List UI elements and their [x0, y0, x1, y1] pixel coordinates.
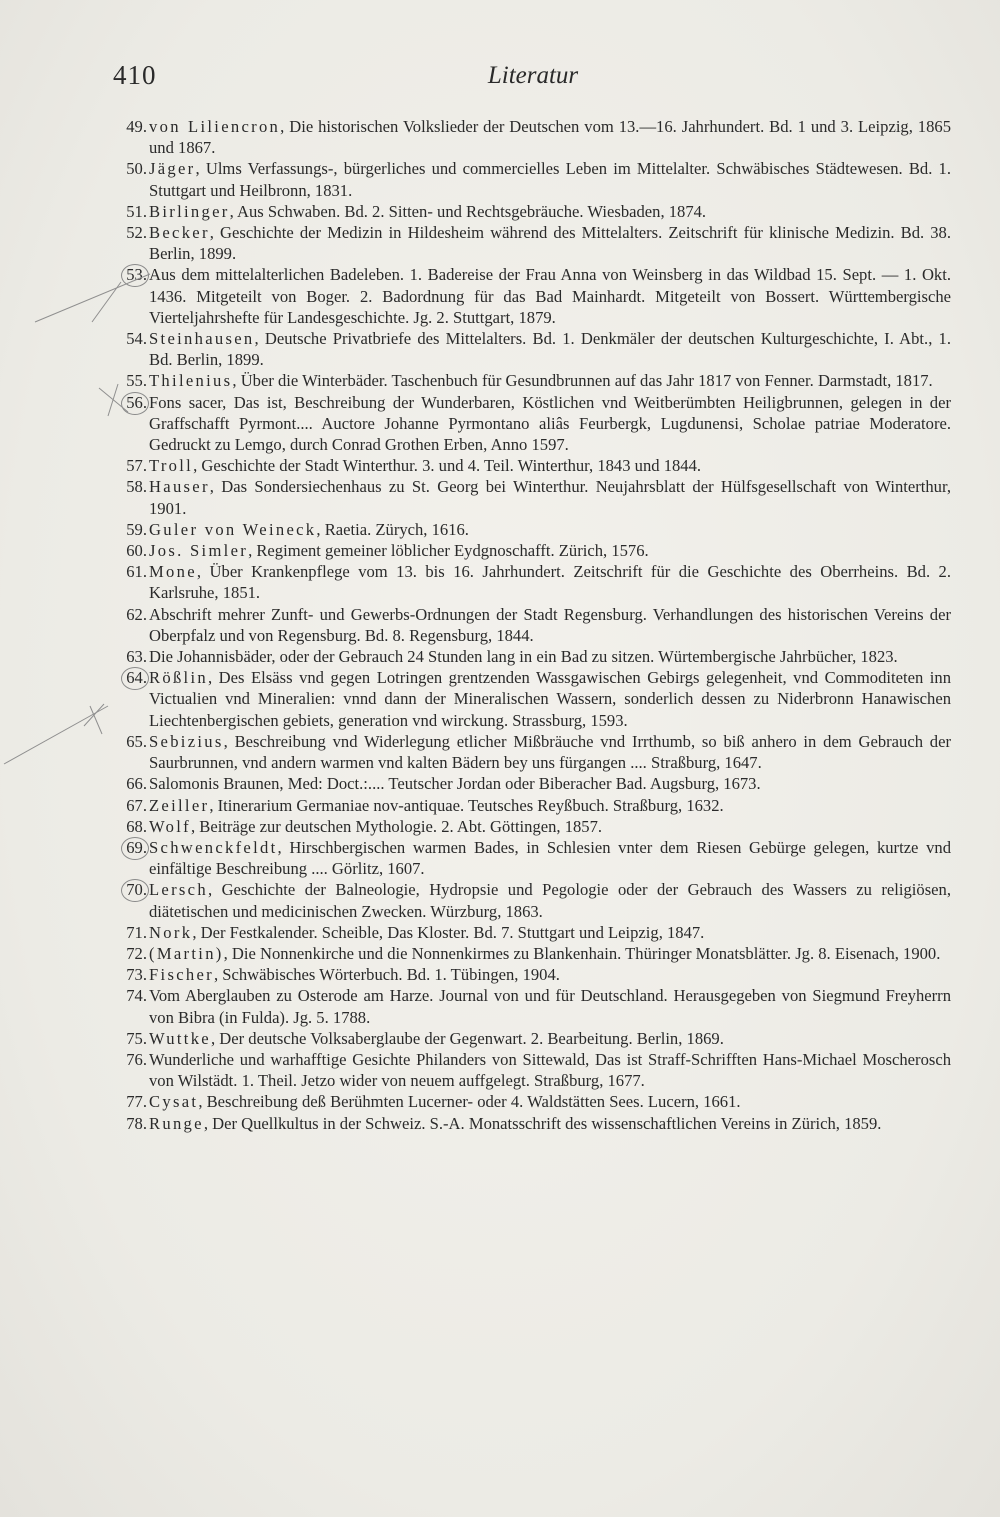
list-item: 70. Lersch, Geschichte der Balneologie, Hydropsie und Pegologie oder der Gebrauch des Wassers zu religiösen, diätetischen und medicinischen Zwecken. Würzburg, 1863.: [111, 879, 951, 921]
author: Schwenckfeldt: [149, 837, 278, 857]
author: Thilenius: [149, 371, 233, 391]
list-item: 63. Die Johannisbäder, oder der Gebrauch 24 Stunden lang in ein Bad zu sitzen. Würtembergische Jahrbücher, 1823.: [126, 647, 898, 667]
author: Guler von Weineck: [149, 519, 317, 539]
list-item: 53. Aus dem mittelalterlichen Badeleben. 1. Badereise der Frau Anna von Weinsberg in das Wildbad 15. Sept. — 1. Okt. 1436. Mitgeteilt von Boger. 2. Badordnung für das Bad Mainhardt. Mitgeteilt von Bossert. Württembergische Vierteljahrshefte für Landesgeschichte. Jg. 2. Stuttgart, 1879.: [111, 264, 951, 328]
pencil-stroke-icon: [4, 706, 108, 764]
list-item: 51. Birlinger, Aus Schwaben. Bd. 2. Sitten- und Rechtsgebräuche. Wiesbaden, 1874.: [126, 201, 707, 221]
list-item: 71. Nork, Der Festkalender. Scheible, Das Kloster. Bd. 7. Stuttgart und Leipzig, 1847.: [126, 922, 705, 942]
running-title: Literatur: [487, 62, 579, 89]
author: von Liliencron: [149, 117, 281, 136]
author: Becker: [149, 223, 210, 243]
list-item: 50. Jäger, Ulms Verfassungs-, bürgerliches und commercielles Leben im Mittelalter. Schwäbisches Städtewesen. Bd. 1. Stuttgart und Heilbronn, 1831.: [126, 159, 951, 200]
list-item: 69. Schwenckfeldt, Hirschbergischen warmen Bades, in Schlesien vnter dem Riesen Gebürge gelegen, kurtze vnd einfältige Beschreibung .... Görlitz, 1607.: [111, 837, 951, 879]
list-item: 57. Troll, Geschichte der Stadt Winterthur. 3. und 4. Teil. Winterthur, 1843 und 1844.: [126, 456, 702, 476]
page-header: [113, 60, 953, 100]
author: Lersch: [149, 880, 208, 900]
list-item: 52. Becker, Geschichte der Medizin in Hildesheim während des Mittelalters. Zeitschrift für klinische Medizin. Bd. 38. Berlin, 1899.: [126, 223, 951, 264]
list-item: 68. Wolf, Beiträge zur deutschen Mythologie. 2. Abt. Göttingen, 1857.: [126, 816, 603, 836]
list-item: 62. Abschrift mehrer Zunft- und Gewerbs-Ordnungen der Stadt Regensburg. Verhandlungen des historischen Vereins der Oberpfalz und von Regensburg. Bd. 8. Regensburg, 1844.: [126, 604, 951, 645]
list-item: 56. Fons sacer, Das ist, Beschreibung der Wunderbaren, Köstlichen vnd Weitberümbten Heiligbrunnen, gelegen in der Graffschafft Pyrmont.... Auctore Johanne Pyrmontano aliâs Feurbergk, Lugdunensi, Scholae patriae Moderatore. Gedruckt zu Lemgo, durch Conrad Grothen Erben, Anno 1597.: [111, 392, 951, 456]
list-item: 65. Sebizius, Beschreibung vnd Widerlegung etlicher Mißbräuche vnd Irrthumb, so biß anhero in dem Gebrauch der Saurbrunnen, vnd andern warmen vnd kalten Bädern bey uns fürgangen .... Straßburg, 1647.: [126, 731, 951, 773]
list-item: 78. Runge, Der Quellkultus in der Schweiz. S.-A. Monatsschrift des wissenschaftlichen Vereins in Zürich, 1859.: [126, 1113, 882, 1133]
author: Jos. Simler: [149, 541, 249, 561]
list-item: 60. Jos. Simler, Regiment gemeiner löblicher Eydgnoschafft. Zürich, 1576.: [126, 541, 649, 561]
author: Cysat: [149, 1092, 199, 1112]
list-item: 66. Salomonis Braunen, Med: Doct.:.... Teutscher Jordan oder Biberacher Bad. Augsburg, 1673.: [126, 774, 761, 794]
author: Runge: [149, 1113, 204, 1133]
author: Wolf: [149, 816, 191, 836]
list-item: 72. (Martin), Die Nonnenkirche und die Nonnenkirmes zu Blankenhain. Thüringer Monatsblätter. Jg. 8. Eisenach, 1900.: [126, 943, 941, 963]
pencil-cross-icon: [84, 704, 104, 734]
author: Nork: [149, 922, 193, 942]
author: Steinhausen: [149, 329, 255, 349]
list-item: 55. Thilenius, Über die Winterbäder. Taschenbuch für Gesundbrunnen auf das Jahr 1817 von Fenner. Darmstadt, 1817.: [126, 371, 933, 391]
list-item: 67. Zeiller, Itinerarium Germaniae nov-antiquae. Teutsches Reyßbuch. Straßburg, 1632.: [126, 795, 724, 815]
list-item: 58. Hauser, Das Sondersiechenhaus zu St. Georg bei Winterthur. Neujahrsblatt der Hülfsgesellschaft von Winterthur, 1901.: [126, 477, 951, 518]
list-item: 64. Rößlin, Des Elsäss vnd gegen Lotringen grentzenden Wassgawischen Gebirgs gelegenheit, vnd Commoditeten inn Victualien vnd Mineralien: vnnd dann der Mineralischen Wassern, sonderlich dessen zu Niderbronn Hanawischen Liechtenbergischen gebiets, generation vnd wirckung. Strassburg, 1593.: [111, 667, 951, 731]
author: Rößlin: [149, 668, 208, 688]
author: Mone: [149, 562, 197, 582]
author: Sebizius: [149, 731, 224, 751]
list-item: 77. Cysat, Beschreibung deß Berühmten Lucerner- oder 4. Waldstätten Sees. Lucern, 1661.: [126, 1092, 741, 1112]
list-item: 49. von Liliencron, Die historischen Volkslieder der Deutschen vom 13.—16. Jahrhundert. Bd. 1 und 3. Leipzig, 1865 und 1867.: [126, 117, 951, 158]
list-item: 61. Mone, Über Krankenpflege vom 13. bis 16. Jahrhundert. Zeitschrift für die Geschichte des Oberrheins. Bd. 2. Karlsruhe, 1851.: [126, 562, 951, 603]
author: Zeiller: [149, 795, 210, 815]
list-item: 75. Wuttke, Der deutsche Volksaberglaube der Gegenwart. 2. Bearbeitung. Berlin, 1869.: [126, 1028, 724, 1048]
author: Jäger: [149, 159, 196, 179]
author: (Martin): [149, 943, 224, 963]
list-item: 54. Steinhausen, Deutsche Privatbriefe des Mittelalters. Bd. 1. Denkmäler der deutschen Kulturgeschichte, I. Abt., 1. Bd. Berlin, 1899.: [126, 329, 951, 370]
page-number: 410: [113, 60, 157, 90]
author: Wuttke: [149, 1028, 211, 1048]
list-item: 76. Wunderliche und warhafftige Gesichte Philanders von Sittewald, Das ist Straff-Schrifften Hans-Michael Moscherosch von Wilstädt. 1. Theil. Jetzo wider von neuem auffgelegt. Straßburg, 1677.: [126, 1049, 951, 1091]
author: Fischer: [149, 965, 214, 985]
bibliography-list: [111, 116, 951, 1134]
author: Birlinger: [149, 201, 230, 221]
list-item: 59. Guler von Weineck, Raetia. Zürych, 1616.: [126, 519, 469, 539]
author: Troll: [149, 456, 194, 476]
author: Hauser: [149, 477, 210, 497]
list-item: 73. Fischer, Schwäbisches Wörterbuch. Bd. 1. Tübingen, 1904.: [126, 965, 560, 985]
list-item: 74. Vom Aberglauben zu Osterode am Harze. Journal von und für Deutschland. Herausgegeben von Siegmund Freyherrn von Bibra (in Fulda). Jg. 5. 1788.: [126, 986, 951, 1027]
